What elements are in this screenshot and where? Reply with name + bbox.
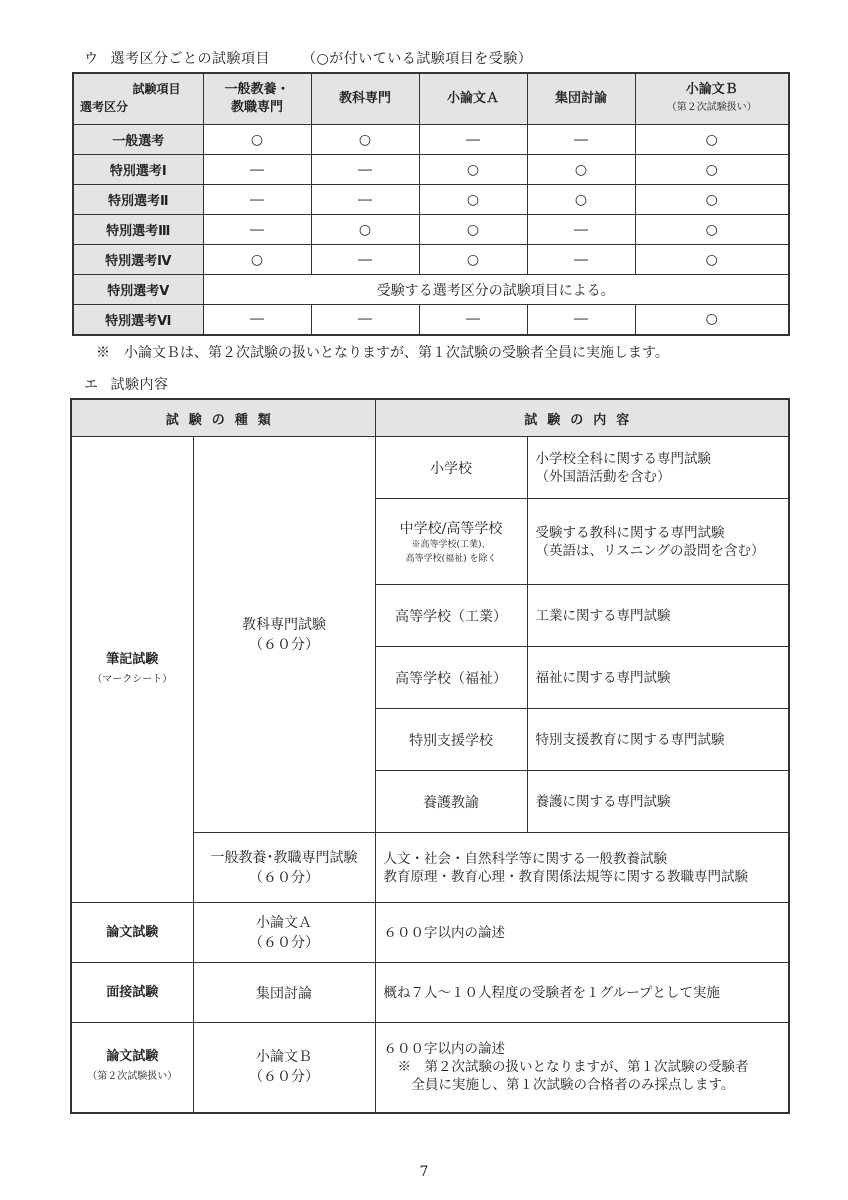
table-cell: ○ [527,155,635,185]
section-u-label: ウ [84,51,99,67]
table-cell: ― [527,305,635,335]
content-cell: 小学校全科に関する専門試験 （外国語活動を含む） [527,437,789,499]
section-u-title: 選考区分ごとの試験項目 [110,51,270,67]
page-number: 7 [419,1164,429,1180]
content-cell: ６００字以内の論述 [375,903,789,963]
merged-cell: 受験する選考区分の試験項目による。 [203,275,789,305]
content-cell: 工業に関する専門試験 [527,585,789,647]
exam-content-table [70,398,790,1114]
table-cell: ― [203,215,311,245]
table-row [71,963,789,1023]
table-cell: ○ [203,125,311,155]
table-row [73,185,789,215]
row-header: 特別選考Ⅵ [73,305,203,335]
table-row [73,245,789,275]
essay2-exam-cell: 論文試験 （第２次試験扱い） [71,1023,193,1113]
school-cell: 小学校 [375,437,527,499]
essay-name-cell: 小論文Ａ （６０分） [193,903,375,963]
content-cell: ６００字以内の論述 ※ 第２次試験の扱いとなりますが、第１次試験の受験者 全員に実施し、第１次試験の合格者のみ採点します。 [375,1023,789,1113]
section-e-heading [84,374,181,394]
table-cell: ○ [635,185,789,215]
table-row [73,305,789,335]
corner-cell [73,73,203,125]
table-cell: ― [311,305,419,335]
table-cell: ― [203,155,311,185]
table-cell: ○ [419,155,527,185]
section-e-title: 試験内容 [110,377,169,393]
row-header: 特別選考Ⅱ [73,185,203,215]
school-cell: 養護教諭 [375,771,527,833]
table-cell: ― [203,305,311,335]
row-header: 特別選考Ⅰ [73,155,203,185]
row-header: 特別選考Ⅴ [73,275,203,305]
table-cell: ○ [203,245,311,275]
section-u-note: ※ 小論文Ｂは、第２次試験の扱いとなりますが、第１次試験の受験者全員に実施します。 [96,345,669,361]
content-cell: 受験する教科に関する専門試験 （英語は、リスニングの設問を含む） [527,499,789,585]
col-header: 小論文Ｂ （第２次試験扱い） [635,73,789,125]
school-cell: 中学校/高等学校 ※高等学校(工業)、 高等学校(福祉) を除く [375,499,527,585]
table-cell: ○ [419,215,527,245]
section-u-heading [84,48,544,68]
table-row [73,215,789,245]
table-cell: ○ [635,125,789,155]
col-header: 一般教養・ 教職専門 [203,73,311,125]
content-cell: 特別支援教育に関する専門試験 [527,709,789,771]
table-row [71,1023,789,1113]
table-cell: ○ [527,185,635,215]
subject-exam-cell: 教科専門試験 （６０分） [193,437,375,833]
table-cell: ○ [419,185,527,215]
row-header: 特別選考Ⅳ [73,245,203,275]
table-header-row [73,73,789,125]
corner-bottom-label: 選考区分 [80,100,129,114]
table-cell: ― [527,215,635,245]
table-cell: ○ [419,245,527,275]
exam-items-table [72,72,790,336]
table-cell: ○ [635,155,789,185]
written-exam-cell: 筆記試験 （マークシート） [71,437,193,903]
table-row [73,125,789,155]
essay2-name-cell: 小論文Ｂ （６０分） [193,1023,375,1113]
header-exam-type: 試験の種類 [71,399,375,437]
table-cell: ― [419,125,527,155]
section-u-subtitle: （○が付いている試験項目を受験） [302,51,533,67]
col-header: 集団討論 [527,73,635,125]
header-exam-content: 試験の内容 [375,399,789,437]
col-header: 小論文Ａ [419,73,527,125]
table-cell: ― [311,155,419,185]
table-cell: ― [527,125,635,155]
row-header: 特別選考Ⅲ [73,215,203,245]
table-cell: ○ [635,305,789,335]
table-cell: ○ [311,215,419,245]
table-cell: ○ [635,245,789,275]
table-cell: ― [203,185,311,215]
content-cell: 福祉に関する専門試験 [527,647,789,709]
content-cell: 人文・社会・自然科学等に関する一般教養試験 教育原理・教育心理・教育関係法規等に関する教職専門試験 [375,833,789,903]
content-cell: 概ね７人～１０人程度の受験者を１グループとして実施 [375,963,789,1023]
general-exam-cell: 一般教養･教職専門試験 （６０分） [193,833,375,903]
row-header: 一般選考 [73,125,203,155]
table-row [71,903,789,963]
interview-name-cell: 集団討論 [193,963,375,1023]
content-cell: 養護に関する専門試験 [527,771,789,833]
table-header-row [71,399,789,437]
table-cell: ― [527,245,635,275]
table-cell: ― [311,185,419,215]
table-row [73,275,789,305]
col-header: 教科専門 [311,73,419,125]
table-cell: ○ [635,215,789,245]
school-cell: 高等学校（福祉） [375,647,527,709]
school-cell: 高等学校（工業） [375,585,527,647]
table-cell: ― [311,245,419,275]
table-row [73,155,789,185]
table-cell: ― [419,305,527,335]
essay-exam-cell: 論文試験 [71,903,193,963]
corner-top-label: 試験項目 [132,82,181,96]
table-row [71,437,789,499]
school-cell: 特別支援学校 [375,709,527,771]
interview-exam-cell: 面接試験 [71,963,193,1023]
section-e-label: エ [84,377,99,393]
table-cell: ○ [311,125,419,155]
